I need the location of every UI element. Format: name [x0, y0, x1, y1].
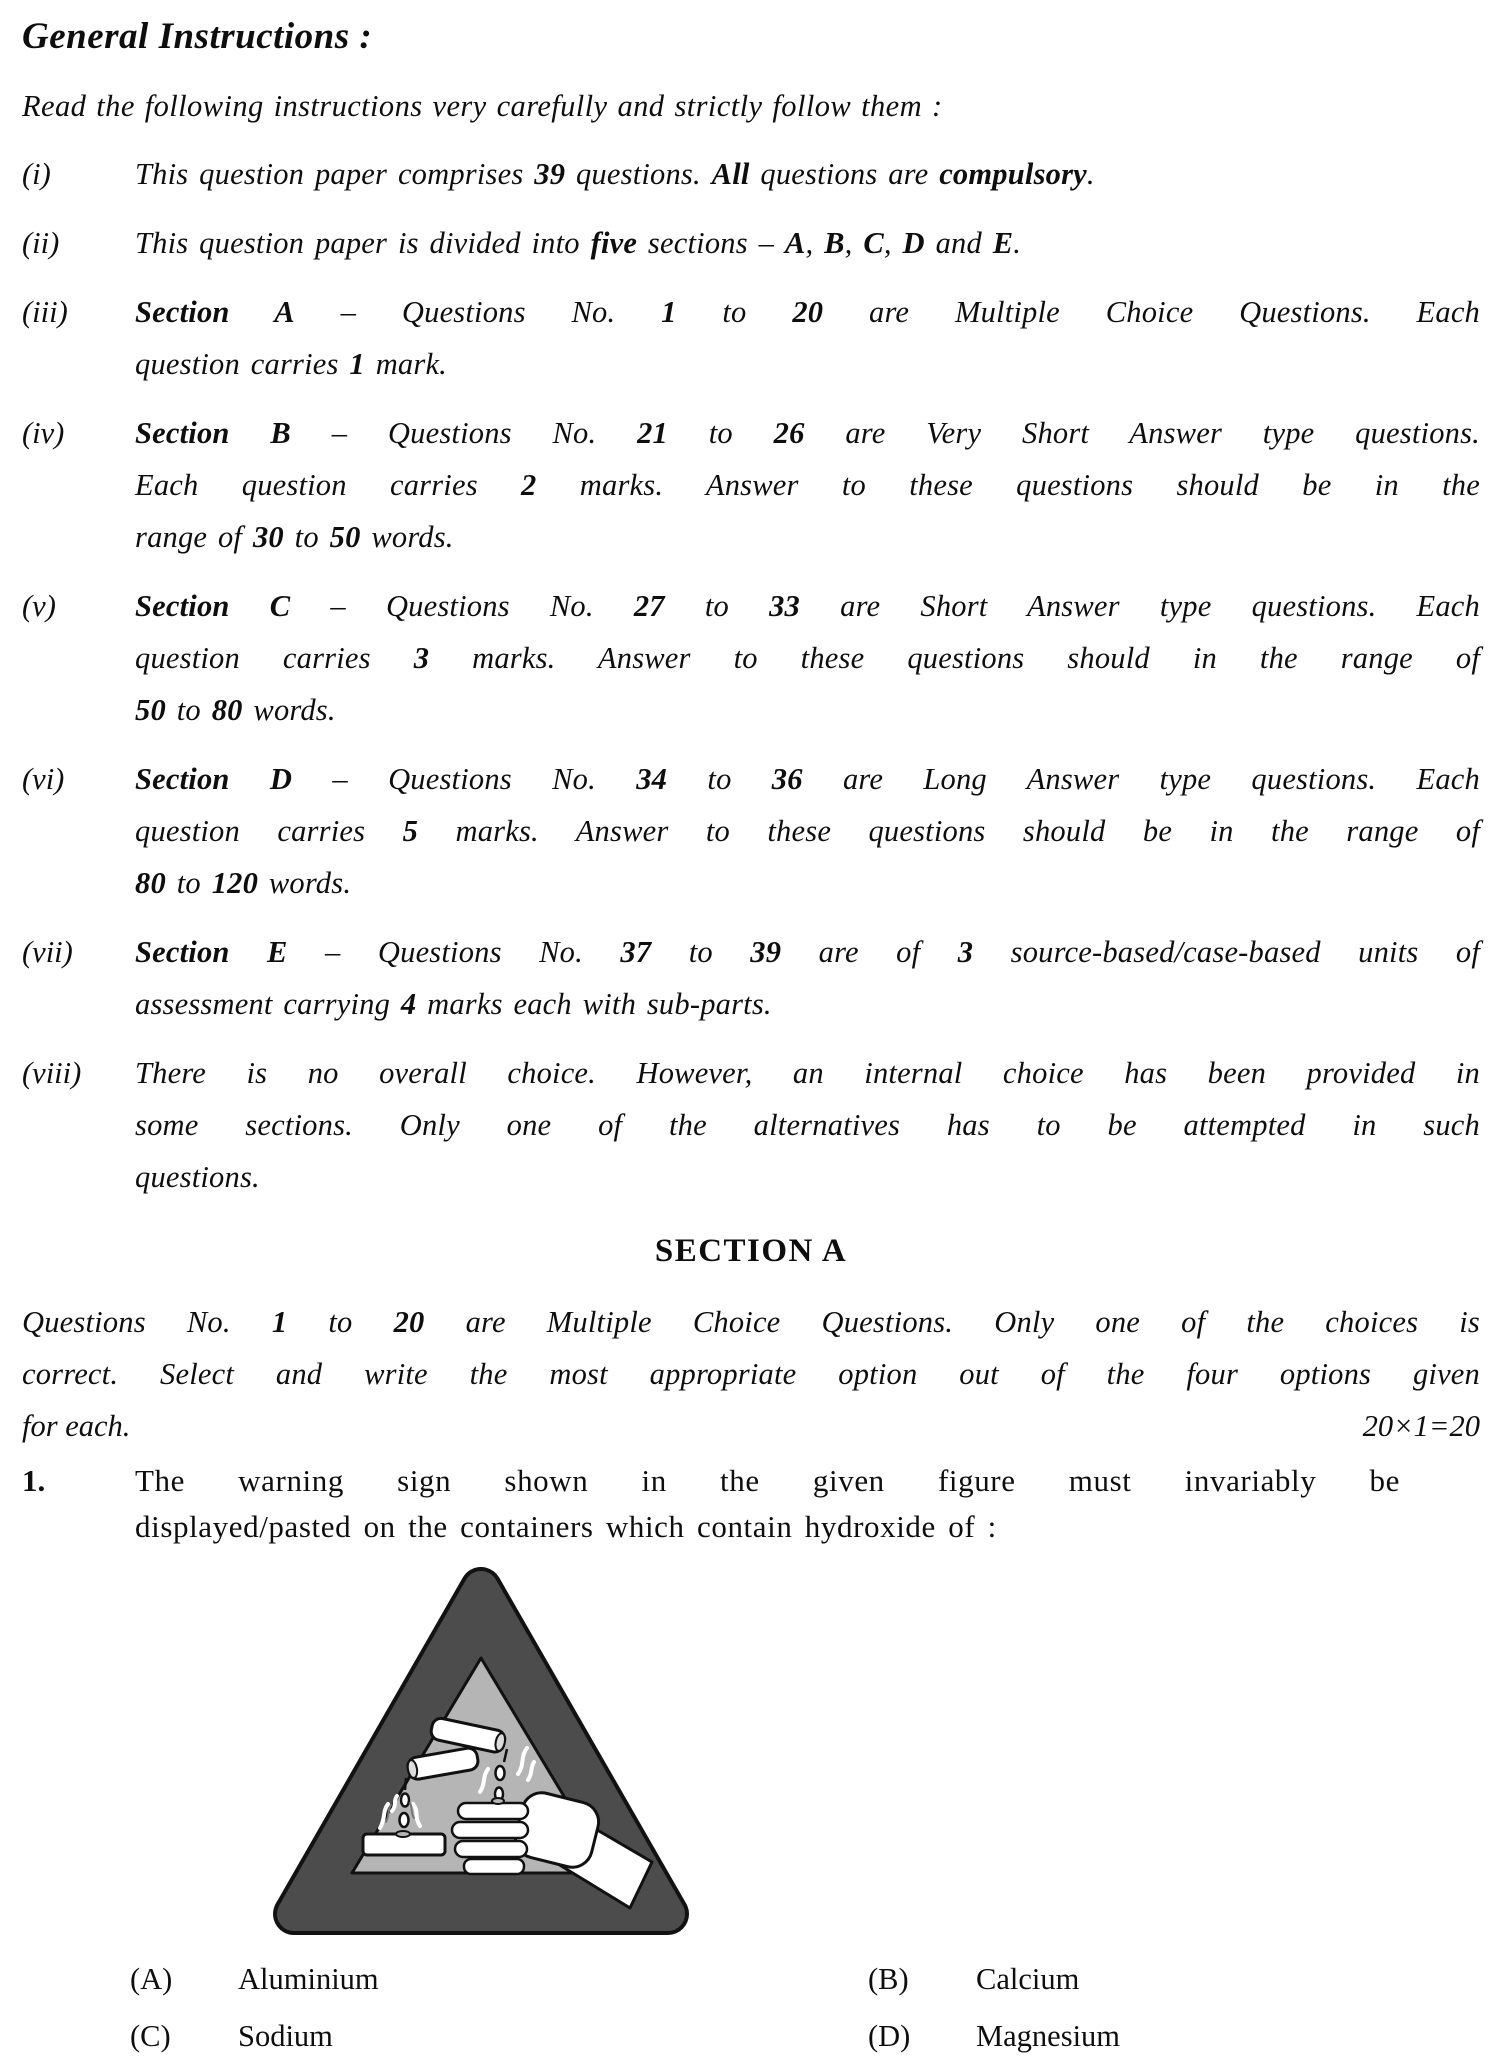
text-line: Section E – Questions No. 37 to 39 are of 3 source-based/case-based units of — [135, 935, 1480, 970]
instruction-item — [22, 1047, 1480, 1203]
instruction-number: (i) — [22, 157, 51, 192]
drop-icon — [496, 1766, 505, 1780]
instruction-text — [135, 753, 1480, 909]
option-row — [130, 2015, 868, 2057]
instruction-text — [135, 580, 1480, 736]
option-row — [868, 1958, 1480, 2000]
corrosive-warning-sign — [268, 1566, 690, 1938]
text-line: There is no overall choice. However, an internal choice has been provided in — [135, 1056, 1480, 1091]
instruction-number: (viii) — [22, 1056, 82, 1091]
text-line: 80 to 120 words. — [135, 866, 352, 901]
instruction-number: (v) — [22, 589, 56, 624]
instructions-list — [22, 148, 1480, 1203]
text-line: range of 30 to 50 words. — [135, 520, 454, 555]
section-a-description-tail: for each. — [22, 1409, 131, 1444]
text-line: correct. Select and write the most appropriate option out of the four options given — [22, 1357, 1480, 1392]
general-instructions-heading: General Instructions : — [22, 16, 373, 57]
text-line: questions. — [135, 1160, 260, 1195]
instruction-item — [22, 407, 1480, 563]
section-a-description — [22, 1296, 1480, 1400]
instructions-intro-line: Read the following instructions very carefully and strictly follow them : — [22, 89, 943, 124]
drop-icon — [401, 1794, 409, 1807]
text-line: Section A – Questions No. 1 to 20 are Multiple Choice Questions. Each — [135, 295, 1481, 330]
option-text: Calcium — [976, 1962, 1080, 1997]
text-line: Questions No. 1 to 20 are Multiple Choice Questions. Only one of the choices is — [22, 1305, 1480, 1340]
instruction-text — [135, 148, 1480, 200]
marks-scheme-label: 20×1=20 — [1362, 1409, 1480, 1444]
instruction-number: (vii) — [22, 935, 73, 970]
instruction-item — [22, 148, 1480, 200]
question-1-text — [135, 1458, 1400, 1550]
instruction-number: (ii) — [22, 226, 60, 261]
text-line: Section B – Questions No. 21 to 26 are Very Short Answer type questions. — [135, 416, 1480, 451]
option-label: (A) — [130, 1962, 173, 1997]
text-line: Section C – Questions No. 27 to 33 are Short Answer type questions. Each — [135, 589, 1480, 624]
instruction-text — [135, 286, 1480, 390]
corrosion-pit — [396, 1831, 410, 1837]
instruction-number: (iv) — [22, 416, 65, 451]
text-line: This question paper comprises 39 questions. All questions are compulsory. — [135, 157, 1095, 192]
instruction-item — [22, 286, 1480, 390]
option-row — [130, 1958, 868, 2000]
section-a-description-last-line — [22, 1400, 1480, 1452]
option-text: Sodium — [238, 2019, 333, 2054]
instruction-item — [22, 753, 1480, 909]
option-label: (C) — [130, 2019, 171, 2054]
text-line: question carries 5 marks. Answer to these questions should be in the range of — [135, 814, 1480, 849]
text-line: question carries 3 marks. Answer to these questions should in the range of — [135, 641, 1480, 676]
question-1-text-line-2: displayed/pasted on the containers which contain hydroxide of : — [135, 1509, 997, 1545]
question-1-options — [130, 1958, 1480, 2057]
text-line: 50 to 80 words. — [135, 693, 336, 728]
drop-icon — [400, 1813, 409, 1827]
text-line: question carries 1 mark. — [135, 347, 448, 382]
option-text: Magnesium — [976, 2019, 1121, 2054]
instruction-text — [135, 926, 1480, 1030]
text-line: assessment carrying 4 marks each with sub-parts. — [135, 987, 772, 1022]
text-line: Each question carries 2 marks. Answer to these questions should be in the — [135, 468, 1480, 503]
section-a-title: SECTION A — [654, 1233, 848, 1270]
pour-line — [405, 1778, 406, 1790]
instruction-number: (iii) — [22, 295, 68, 330]
option-label: (D) — [868, 2019, 911, 2054]
question-1-text-line-1: The warning sign shown in the given figure must invariably be — [135, 1463, 1400, 1499]
instruction-item — [22, 217, 1480, 269]
option-label: (B) — [868, 1962, 909, 1997]
instruction-text — [135, 1047, 1480, 1203]
option-row — [868, 2015, 1480, 2057]
question-1-figure — [268, 1566, 690, 1938]
question-1 — [22, 1458, 1480, 1550]
instruction-text — [135, 217, 1480, 269]
option-text: Aluminium — [238, 1962, 379, 1997]
question-1-number: 1. — [22, 1463, 46, 1499]
instruction-text — [135, 407, 1480, 563]
text-line: Section D – Questions No. 34 to 36 are Long Answer type questions. Each — [135, 762, 1480, 797]
text-line: This question paper is divided into five sections – A, B, C, D and E. — [135, 226, 1022, 261]
instruction-item — [22, 926, 1480, 1030]
instruction-number: (vi) — [22, 762, 65, 797]
instruction-item — [22, 580, 1480, 736]
text-line: some sections. Only one of the alternatives has to be attempted in such — [135, 1108, 1480, 1143]
